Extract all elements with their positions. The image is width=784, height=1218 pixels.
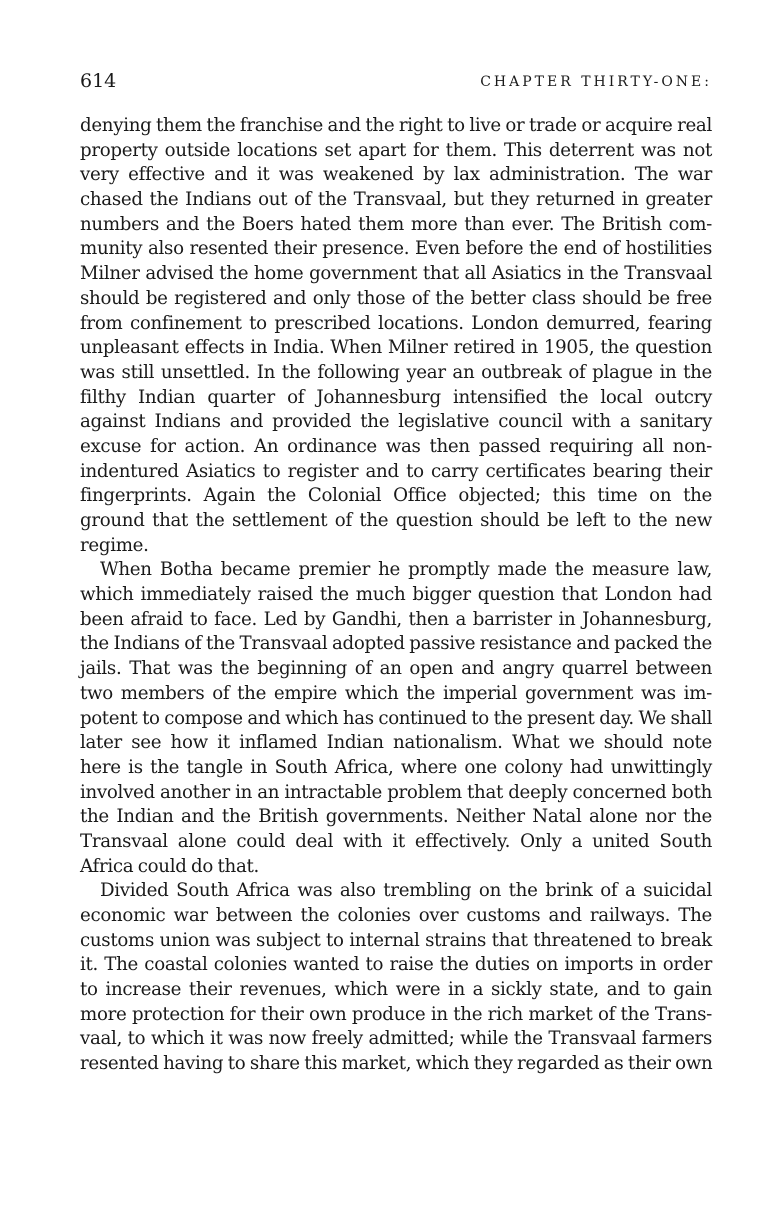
text-line: against Indians and provided the legislative council with a sanitary: [80, 411, 712, 433]
text-line: When Botha became premier he promptly made the measure law,: [100, 559, 712, 581]
text-line: potent to compose and which has continued to the present day. We shall: [80, 707, 712, 729]
running-head: CHAPTER THIRTY-ONE:: [480, 74, 712, 90]
text-line: Divided South Africa was also trembling on the brink of a suicidal: [100, 880, 712, 902]
body-text: [80, 114, 712, 1077]
text-line: the Indians of the Transvaal adopted passive resistance and packed the: [80, 633, 712, 655]
text-line: chased the Indians out of the Transvaal, but they returned in greater: [80, 189, 712, 211]
text-line: excuse for action. An ordinance was then passed requiring all non-: [80, 435, 712, 457]
text-line: was still unsettled. In the following year an outbreak of plague in the: [80, 361, 712, 383]
text-line: resented having to share this market, which they regarded as their own: [80, 1053, 713, 1075]
text-line: the Indian and the British governments. Neither Natal alone nor the: [80, 806, 712, 828]
text-line: vaal, to which it was now freely admitted; while the Transvaal farmers: [80, 1028, 712, 1050]
text-line: denying them the franchise and the right to live or trade or acquire real: [80, 115, 712, 136]
text-line: Milner advised the home government that all Asiatics in the Transvaal: [80, 263, 712, 285]
text-line: two members of the empire which the imperial government was im-: [80, 682, 712, 704]
text-line: from confinement to prescribed locations. London demurred, fearing: [80, 312, 712, 334]
text-line: more protection for their own produce in the rich market of the Trans-: [80, 1003, 712, 1025]
text-line: customs union was subject to internal strains that threatened to break: [80, 929, 712, 951]
text-line: here is the tangle in South Africa, where one colony had unwittingly: [80, 756, 712, 778]
text-line: indentured Asiatics to register and to carry certificates bearing their: [80, 460, 712, 482]
text-line: regime.: [80, 534, 149, 556]
text-line: involved another in an intractable problem that deeply concerned both: [80, 781, 712, 803]
text-line: which immediately raised the much bigger question that London had: [80, 584, 712, 606]
text-line: it. The coastal colonies wanted to raise the duties on imports in order: [80, 954, 712, 976]
text-line: jails. That was the beginning of an open and angry quarrel between: [80, 658, 712, 680]
text-line: munity also resented their presence. Even before the end of hostilities: [80, 238, 712, 260]
text-line: to increase their revenues, which were in a sickly state, and to gain: [80, 979, 712, 1001]
paragraph: [80, 114, 712, 558]
text-line: should be registered and only those of the better class should be free: [80, 287, 712, 309]
text-line: ground that the settlement of the question should be left to the new: [80, 510, 712, 531]
text-line: very effective and it was weakened by lax administration. The war: [80, 164, 712, 186]
text-line: been afraid to face. Led by Gandhi, then a barrister in Johannesburg,: [80, 608, 712, 630]
text-line: later see how it inflamed Indian nationalism. What we should note: [80, 732, 712, 754]
text-line: filthy Indian quarter of Johannesburg intensified the local outcry: [80, 386, 712, 408]
text-line: Africa could do that.: [80, 855, 259, 877]
text-line: Transvaal alone could deal with it effectively. Only a united South: [80, 830, 712, 852]
paragraph: [80, 558, 712, 879]
text-line: unpleasant effects in India. When Milner retired in 1905, the question: [80, 337, 712, 359]
text-line: fingerprints. Again the Colonial Office objected; this time on the: [80, 485, 712, 507]
text-line: numbers and the Boers hated them more than ever. The British com-: [80, 213, 712, 235]
text-line: economic war between the colonies over customs and railways. The: [80, 905, 712, 926]
paragraph: [80, 879, 712, 1077]
text-line: property outside locations set apart for them. This deterrent was not: [80, 139, 712, 161]
page-number: 614: [80, 70, 117, 92]
page-header: [80, 70, 712, 94]
